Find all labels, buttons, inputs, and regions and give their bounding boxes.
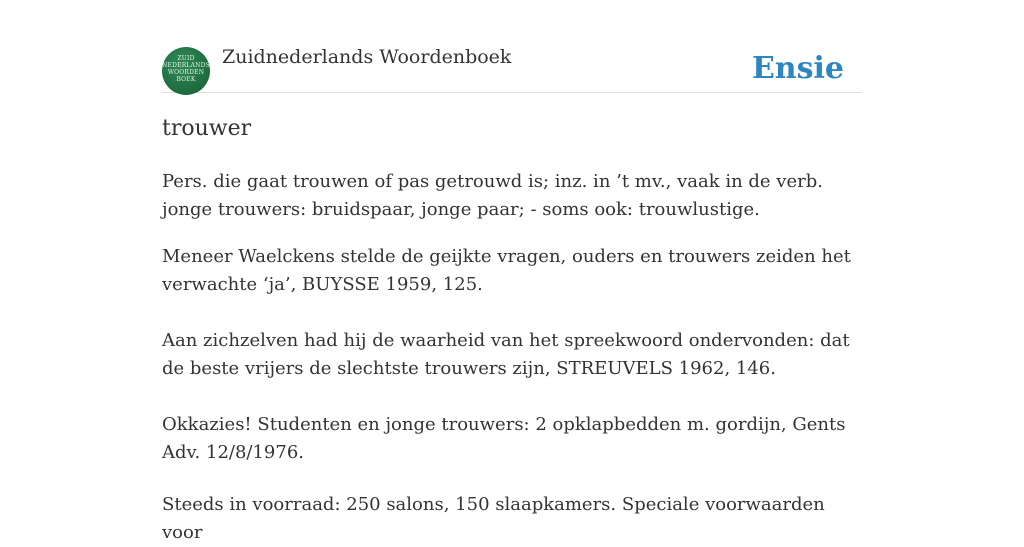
entry-definition: Pers. die gaat trouwen of pas getrouwd is; inz. in ’t mv., vaak in de verb. jonge trouwers: bruidspaar, jonge paar; - soms ook: trouwlustige. xyxy=(162,171,823,220)
entry-quote: Okkazies! Studenten en jonge trouwers: 2 opklapbedden m. gordijn, Gents Adv. 12/8/1976. xyxy=(162,414,846,463)
entry-quote: Steeds in voorraad: 250 salons, 150 slaapkamers. Speciale voorwaarden voor xyxy=(162,494,825,543)
entry-quote: Meneer Waelckens stelde de geijkte vragen, ouders en trouwers zeiden het verwachte ‘ja’, BUYSSE 1959, 125. xyxy=(162,246,851,295)
site-header xyxy=(162,40,862,93)
logo-text: ZUID NEDERLANDS WOORDEN BOEK xyxy=(162,55,210,83)
site-title-link[interactable]: Zuidnederlands Woordenboek xyxy=(222,46,512,68)
entry-quote: Aan zichzelven had hij de waarheid van het spreekwoord ondervonden: dat de beste vrijers de slechtste trouwers zijn, STREUVELS 1962, 146. xyxy=(162,330,850,379)
entry-headword: trouwer xyxy=(162,116,252,141)
site-logo[interactable] xyxy=(162,47,210,95)
ensie-brand-link[interactable]: Ensie xyxy=(751,51,844,86)
